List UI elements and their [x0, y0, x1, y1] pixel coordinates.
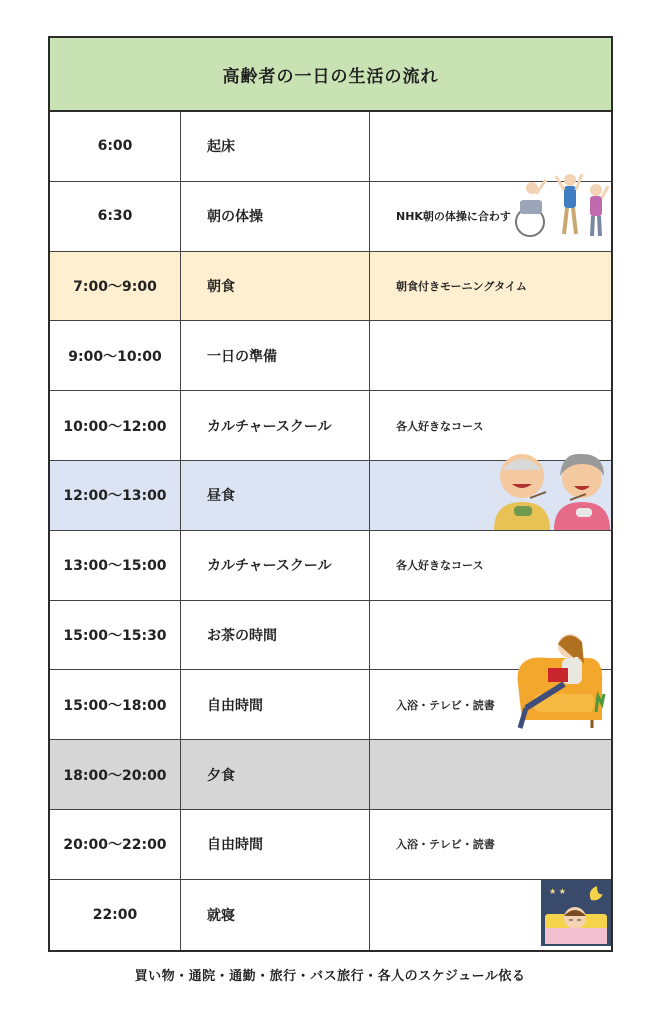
time-cell: 6:30 — [50, 182, 181, 251]
time-cell: 15:00～15:30 — [50, 601, 181, 670]
sleeping-illustration — [541, 880, 611, 946]
note-cell: 入浴・テレビ・読書 — [396, 698, 495, 712]
activity-cell: 一日の準備 — [181, 321, 370, 390]
activity-cell: 夕食 — [181, 740, 370, 809]
activity-cell: お茶の時間 — [181, 601, 370, 670]
activity-cell: 自由時間 — [181, 810, 370, 879]
note-cell: NHK朝の体操に合わす — [396, 210, 511, 224]
time-cell: 18:00～20:00 — [50, 740, 181, 809]
note-cell — [370, 321, 611, 390]
time-cell: 12:00～13:00 — [50, 461, 181, 530]
table-row — [50, 880, 611, 950]
activity-cell: 朝の体操 — [181, 182, 370, 251]
activity-cell: 朝食 — [181, 252, 370, 321]
time-cell: 10:00～12:00 — [50, 391, 181, 460]
activity-cell: 自由時間 — [181, 670, 370, 739]
note-cell: 入浴・テレビ・読書 — [396, 838, 495, 852]
time-cell: 22:00 — [50, 880, 181, 950]
schedule-title: 高齢者の一日の生活の流れ — [50, 38, 611, 112]
time-cell: 20:00～22:00 — [50, 810, 181, 879]
svg-text:★ ★: ★ ★ — [549, 887, 566, 896]
activity-cell: 就寝 — [181, 880, 370, 950]
note-cell: 朝食付きモーニングタイム — [396, 279, 527, 293]
activity-cell: カルチャースクール — [181, 531, 370, 600]
footer-note: 買い物・通院・通勤・旅行・バス旅行・各人のスケジュール依る — [134, 969, 526, 984]
exercise-illustration — [512, 166, 612, 242]
table-row-breakfast — [50, 252, 611, 322]
time-cell: 6:00 — [50, 112, 181, 181]
note-cell: 各人好きなコース — [396, 419, 484, 433]
note-cell: 各人好きなコース — [396, 559, 484, 573]
reading-woman-illustration — [508, 624, 608, 734]
table-row — [50, 531, 611, 601]
note-cell — [370, 740, 611, 809]
time-cell: 13:00～15:00 — [50, 531, 181, 600]
activity-cell: 起床 — [181, 112, 370, 181]
table-row — [50, 810, 611, 880]
activity-cell: 昼食 — [181, 461, 370, 530]
table-row-dinner — [50, 740, 611, 810]
table-row — [50, 321, 611, 391]
time-cell: 7:00～9:00 — [50, 252, 181, 321]
activity-cell: カルチャースクール — [181, 391, 370, 460]
time-cell: 15:00～18:00 — [50, 670, 181, 739]
eating-couple-illustration — [490, 444, 612, 530]
time-cell: 9:00～10:00 — [50, 321, 181, 390]
